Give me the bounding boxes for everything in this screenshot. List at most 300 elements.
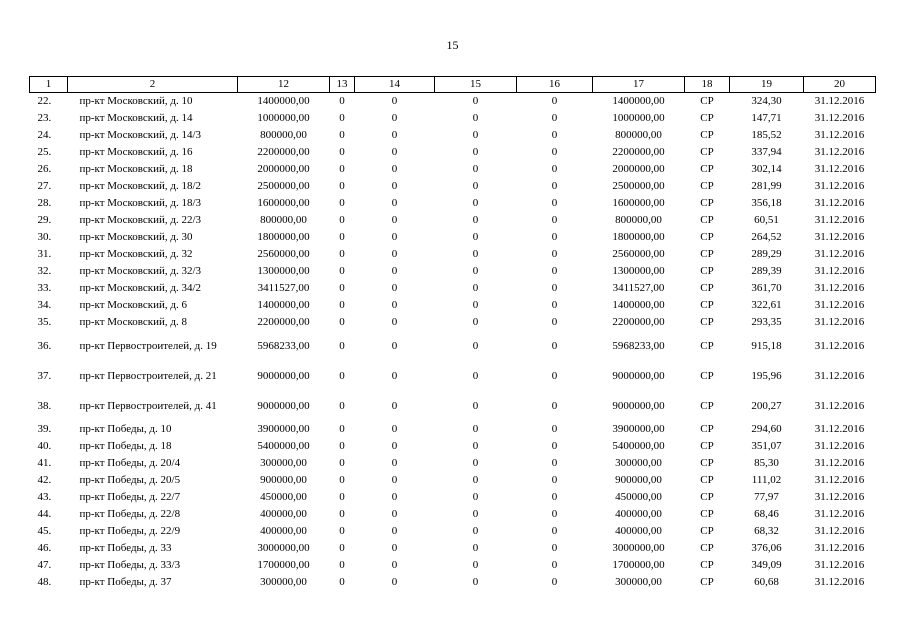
address-cell: пр-кт Первостроителей, д. 21 <box>79 369 217 382</box>
address-cell: пр-кт Победы, д. 20/5 <box>79 474 181 486</box>
row-number-cell: 44. <box>37 508 52 520</box>
code-cell: СР <box>700 457 714 469</box>
amount-cell: 800000,00 <box>260 214 307 226</box>
col14-cell: 0 <box>391 265 398 277</box>
column-header: 18 <box>685 77 730 93</box>
col16-cell: 0 <box>551 508 558 520</box>
address-cell: пр-кт Победы, д. 22/9 <box>79 525 181 537</box>
col16-cell: 0 <box>551 369 558 382</box>
col14-cell: 0 <box>391 163 398 175</box>
col16-cell: 0 <box>551 180 558 192</box>
address-cell: пр-кт Московский, д. 30 <box>79 231 193 243</box>
date-cell: 31.12.2016 <box>814 265 865 277</box>
col14-cell: 0 <box>391 299 398 311</box>
table-row <box>30 523 876 540</box>
col13-cell: 0 <box>339 282 345 294</box>
row-number-cell: 45. <box>37 525 52 537</box>
total-cell: 450000,00 <box>615 491 662 503</box>
code-cell: СР <box>700 576 714 588</box>
date-cell: 31.12.2016 <box>814 339 865 352</box>
total-cell: 1400000,00 <box>612 299 665 311</box>
value-cell: 294,60 <box>751 423 782 435</box>
amount-cell: 1700000,00 <box>257 559 310 571</box>
code-cell: СР <box>700 265 714 277</box>
col16-cell: 0 <box>551 542 558 554</box>
col15-cell: 0 <box>472 231 479 243</box>
value-cell: 361,70 <box>751 282 782 294</box>
date-cell: 31.12.2016 <box>814 508 865 520</box>
date-cell: 31.12.2016 <box>814 146 865 158</box>
amount-cell: 300000,00 <box>260 457 307 469</box>
address-cell: пр-кт Московский, д. 16 <box>79 146 193 158</box>
row-number-cell: 48. <box>37 576 52 588</box>
amount-cell: 2200000,00 <box>257 146 310 158</box>
code-cell: СР <box>700 399 714 412</box>
col15-cell: 0 <box>472 197 479 209</box>
row-number-cell: 36. <box>37 339 52 352</box>
col14-cell: 0 <box>391 369 398 382</box>
table-row <box>30 212 876 229</box>
col15-cell: 0 <box>472 112 479 124</box>
value-cell: 915,18 <box>751 339 782 352</box>
value-cell: 324,30 <box>751 95 782 107</box>
value-cell: 111,02 <box>751 474 782 486</box>
amount-cell: 2500000,00 <box>257 180 310 192</box>
column-header: 17 <box>593 77 685 93</box>
total-cell: 400000,00 <box>615 508 662 520</box>
table-row <box>30 93 876 111</box>
col13-cell: 0 <box>339 508 345 520</box>
table-row <box>30 297 876 314</box>
total-cell: 2560000,00 <box>612 248 665 260</box>
row-number-cell: 25. <box>37 146 52 158</box>
row-number-cell: 29. <box>37 214 52 226</box>
table-row <box>30 455 876 472</box>
code-cell: СР <box>700 248 714 260</box>
col15-cell: 0 <box>472 423 479 435</box>
total-cell: 9000000,00 <box>612 399 665 412</box>
amount-cell: 1300000,00 <box>257 265 310 277</box>
table-row <box>30 557 876 574</box>
col14-cell: 0 <box>391 559 398 571</box>
address-cell: пр-кт Победы, д. 37 <box>79 576 172 588</box>
total-cell: 400000,00 <box>615 525 662 537</box>
col14-cell: 0 <box>391 197 398 209</box>
row-number-cell: 33. <box>37 282 52 294</box>
date-cell: 31.12.2016 <box>814 457 865 469</box>
value-cell: 195,96 <box>751 369 782 382</box>
code-cell: СР <box>700 440 714 452</box>
address-cell: пр-кт Московский, д. 6 <box>79 299 187 311</box>
date-cell: 31.12.2016 <box>814 231 865 243</box>
amount-cell: 400000,00 <box>260 525 307 537</box>
col15-cell: 0 <box>472 399 479 412</box>
column-header: 1 <box>30 77 68 93</box>
date-cell: 31.12.2016 <box>814 180 865 192</box>
value-cell: 322,61 <box>751 299 782 311</box>
column-header: 12 <box>238 77 330 93</box>
col15-cell: 0 <box>472 180 479 192</box>
address-cell: пр-кт Московский, д. 18/3 <box>79 197 202 209</box>
address-cell: пр-кт Московский, д. 14 <box>79 112 193 124</box>
col16-cell: 0 <box>551 339 558 352</box>
code-cell: СР <box>700 299 714 311</box>
row-number-cell: 40. <box>37 440 52 452</box>
date-cell: 31.12.2016 <box>814 197 865 209</box>
col13-cell: 0 <box>339 112 345 124</box>
value-cell: 293,35 <box>751 316 782 328</box>
total-cell: 1400000,00 <box>612 95 665 107</box>
col13-cell: 0 <box>339 576 345 588</box>
amount-cell: 5400000,00 <box>257 440 310 452</box>
col16-cell: 0 <box>551 576 558 588</box>
amount-cell: 1400000,00 <box>257 95 310 107</box>
value-cell: 289,29 <box>751 248 782 260</box>
address-cell: пр-кт Первостроителей, д. 19 <box>79 339 217 352</box>
table-row <box>30 506 876 523</box>
address-cell: пр-кт Победы, д. 18 <box>79 440 172 452</box>
table-row <box>30 361 876 391</box>
total-cell: 2200000,00 <box>612 146 665 158</box>
col15-cell: 0 <box>472 559 479 571</box>
value-cell: 185,52 <box>751 129 782 141</box>
code-cell: СР <box>700 508 714 520</box>
col14-cell: 0 <box>391 180 398 192</box>
col13-cell: 0 <box>339 369 345 382</box>
col15-cell: 0 <box>472 576 479 588</box>
col16-cell: 0 <box>551 399 558 412</box>
total-cell: 1700000,00 <box>612 559 665 571</box>
amount-cell: 2200000,00 <box>257 316 310 328</box>
code-cell: СР <box>700 197 714 209</box>
value-cell: 337,94 <box>751 146 782 158</box>
code-cell: СР <box>700 491 714 503</box>
total-cell: 3000000,00 <box>612 542 665 554</box>
col13-cell: 0 <box>339 214 345 226</box>
col13-cell: 0 <box>339 339 345 352</box>
value-cell: 289,39 <box>751 265 782 277</box>
amount-cell: 450000,00 <box>260 491 307 503</box>
value-cell: 351,07 <box>751 440 782 452</box>
date-cell: 31.12.2016 <box>814 316 865 328</box>
row-number-cell: 22. <box>37 95 52 107</box>
col15-cell: 0 <box>472 457 479 469</box>
amount-cell: 3411527,00 <box>257 282 310 294</box>
address-cell: пр-кт Победы, д. 22/8 <box>79 508 181 520</box>
row-number-cell: 27. <box>37 180 52 192</box>
total-cell: 300000,00 <box>615 576 662 588</box>
amount-cell: 1400000,00 <box>257 299 310 311</box>
address-cell: пр-кт Московский, д. 8 <box>79 316 187 328</box>
table-row <box>30 391 876 421</box>
col14-cell: 0 <box>391 95 398 107</box>
code-cell: СР <box>700 423 714 435</box>
address-cell: пр-кт Московский, д. 18/2 <box>79 180 202 192</box>
col14-cell: 0 <box>391 423 398 435</box>
table-row <box>30 161 876 178</box>
table-row <box>30 127 876 144</box>
col15-cell: 0 <box>472 129 479 141</box>
col16-cell: 0 <box>551 299 558 311</box>
col15-cell: 0 <box>472 525 479 537</box>
row-number-cell: 43. <box>37 491 52 503</box>
col13-cell: 0 <box>339 457 345 469</box>
col13-cell: 0 <box>339 316 345 328</box>
col13-cell: 0 <box>339 399 345 412</box>
table-row <box>30 574 876 591</box>
column-header: 13 <box>330 77 355 93</box>
col16-cell: 0 <box>551 559 558 571</box>
total-cell: 3411527,00 <box>612 282 665 294</box>
col16-cell: 0 <box>551 474 558 486</box>
code-cell: СР <box>700 129 714 141</box>
col15-cell: 0 <box>472 474 479 486</box>
table-row <box>30 195 876 212</box>
code-cell: СР <box>700 542 714 554</box>
data-table <box>29 76 876 591</box>
value-cell: 68,46 <box>754 508 779 520</box>
col13-cell: 0 <box>339 423 345 435</box>
address-cell: пр-кт Московский, д. 34/2 <box>79 282 202 294</box>
amount-cell: 3900000,00 <box>257 423 310 435</box>
value-cell: 200,27 <box>751 399 782 412</box>
table-row <box>30 489 876 506</box>
page-number: 15 <box>446 38 459 52</box>
col16-cell: 0 <box>551 525 558 537</box>
value-cell: 302,14 <box>751 163 782 175</box>
table-row <box>30 229 876 246</box>
amount-cell: 3000000,00 <box>257 542 310 554</box>
row-number-cell: 31. <box>37 248 52 260</box>
address-cell: пр-кт Победы, д. 33 <box>79 542 172 554</box>
address-cell: пр-кт Первостроителей, д. 41 <box>79 399 217 412</box>
value-cell: 68,32 <box>754 525 779 537</box>
total-cell: 2000000,00 <box>612 163 665 175</box>
value-cell: 281,99 <box>751 180 782 192</box>
value-cell: 376,06 <box>751 542 782 554</box>
col14-cell: 0 <box>391 525 398 537</box>
col14-cell: 0 <box>391 399 398 412</box>
amount-cell: 5968233,00 <box>257 339 310 352</box>
col14-cell: 0 <box>391 112 398 124</box>
table-row <box>30 263 876 280</box>
row-number-cell: 23. <box>37 112 52 124</box>
col16-cell: 0 <box>551 265 558 277</box>
code-cell: СР <box>700 339 714 352</box>
total-cell: 3900000,00 <box>612 423 665 435</box>
col15-cell: 0 <box>472 95 479 107</box>
date-cell: 31.12.2016 <box>814 282 865 294</box>
code-cell: СР <box>700 316 714 328</box>
amount-cell: 9000000,00 <box>257 369 310 382</box>
col15-cell: 0 <box>472 248 479 260</box>
col16-cell: 0 <box>551 163 558 175</box>
col14-cell: 0 <box>391 339 398 352</box>
date-cell: 31.12.2016 <box>814 525 865 537</box>
col14-cell: 0 <box>391 457 398 469</box>
column-header: 19 <box>730 77 804 93</box>
date-cell: 31.12.2016 <box>814 440 865 452</box>
code-cell: СР <box>700 474 714 486</box>
date-cell: 31.12.2016 <box>814 474 865 486</box>
code-cell: СР <box>700 559 714 571</box>
date-cell: 31.12.2016 <box>814 576 865 588</box>
date-cell: 31.12.2016 <box>814 163 865 175</box>
total-cell: 800000,00 <box>615 214 662 226</box>
column-header: 2 <box>68 77 238 93</box>
col14-cell: 0 <box>391 576 398 588</box>
col15-cell: 0 <box>472 542 479 554</box>
row-number-cell: 37. <box>37 369 52 382</box>
col16-cell: 0 <box>551 95 558 107</box>
value-cell: 356,18 <box>751 197 782 209</box>
value-cell: 147,71 <box>751 112 782 124</box>
date-cell: 31.12.2016 <box>814 129 865 141</box>
address-cell: пр-кт Победы, д. 10 <box>79 423 172 435</box>
col13-cell: 0 <box>339 265 345 277</box>
row-number-cell: 35. <box>37 316 52 328</box>
total-cell: 9000000,00 <box>612 369 665 382</box>
table-body <box>30 93 876 592</box>
col14-cell: 0 <box>391 248 398 260</box>
col13-cell: 0 <box>339 146 345 158</box>
col14-cell: 0 <box>391 474 398 486</box>
col14-cell: 0 <box>391 129 398 141</box>
address-cell: пр-кт Победы, д. 20/4 <box>79 457 181 469</box>
address-cell: пр-кт Московский, д. 14/3 <box>79 129 202 141</box>
col15-cell: 0 <box>472 316 479 328</box>
col16-cell: 0 <box>551 129 558 141</box>
amount-cell: 1800000,00 <box>257 231 310 243</box>
row-number-cell: 46. <box>37 542 52 554</box>
date-cell: 31.12.2016 <box>814 399 865 412</box>
value-cell: 60,68 <box>754 576 779 588</box>
col14-cell: 0 <box>391 146 398 158</box>
col15-cell: 0 <box>472 214 479 226</box>
col14-cell: 0 <box>391 542 398 554</box>
col13-cell: 0 <box>339 542 345 554</box>
column-header: 16 <box>517 77 593 93</box>
col15-cell: 0 <box>472 491 479 503</box>
code-cell: СР <box>700 282 714 294</box>
value-cell: 60,51 <box>754 214 779 226</box>
value-cell: 77,97 <box>754 491 779 503</box>
total-cell: 1800000,00 <box>612 231 665 243</box>
address-cell: пр-кт Московский, д. 32 <box>79 248 193 260</box>
address-cell: пр-кт Московский, д. 22/3 <box>79 214 202 226</box>
table-row <box>30 314 876 331</box>
row-number-cell: 34. <box>37 299 52 311</box>
value-cell: 85,30 <box>754 457 779 469</box>
col16-cell: 0 <box>551 197 558 209</box>
col15-cell: 0 <box>472 282 479 294</box>
amount-cell: 800000,00 <box>260 129 307 141</box>
col16-cell: 0 <box>551 491 558 503</box>
col16-cell: 0 <box>551 423 558 435</box>
col13-cell: 0 <box>339 95 345 107</box>
col16-cell: 0 <box>551 112 558 124</box>
total-cell: 1300000,00 <box>612 265 665 277</box>
amount-cell: 400000,00 <box>260 508 307 520</box>
col16-cell: 0 <box>551 146 558 158</box>
col14-cell: 0 <box>391 508 398 520</box>
date-cell: 31.12.2016 <box>814 542 865 554</box>
col16-cell: 0 <box>551 214 558 226</box>
total-cell: 1000000,00 <box>612 112 665 124</box>
table-row <box>30 421 876 438</box>
row-number-cell: 39. <box>37 423 52 435</box>
code-cell: СР <box>700 214 714 226</box>
total-cell: 5968233,00 <box>612 339 665 352</box>
row-number-cell: 24. <box>37 129 52 141</box>
address-cell: пр-кт Победы, д. 22/7 <box>79 491 181 503</box>
date-cell: 31.12.2016 <box>814 95 865 107</box>
address-cell: пр-кт Московский, д. 18 <box>79 163 193 175</box>
total-cell: 5400000,00 <box>612 440 665 452</box>
date-cell: 31.12.2016 <box>814 423 865 435</box>
row-number-cell: 30. <box>37 231 52 243</box>
col14-cell: 0 <box>391 316 398 328</box>
col15-cell: 0 <box>472 440 479 452</box>
total-cell: 900000,00 <box>615 474 662 486</box>
row-number-cell: 28. <box>37 197 52 209</box>
column-header: 15 <box>435 77 517 93</box>
col14-cell: 0 <box>391 440 398 452</box>
col15-cell: 0 <box>472 163 479 175</box>
amount-cell: 2560000,00 <box>257 248 310 260</box>
total-cell: 300000,00 <box>615 457 662 469</box>
amount-cell: 9000000,00 <box>257 399 310 412</box>
date-cell: 31.12.2016 <box>814 369 865 382</box>
date-cell: 31.12.2016 <box>814 299 865 311</box>
total-cell: 800000,00 <box>615 129 662 141</box>
col15-cell: 0 <box>472 339 479 352</box>
date-cell: 31.12.2016 <box>814 559 865 571</box>
table-row <box>30 110 876 127</box>
code-cell: СР <box>700 163 714 175</box>
col13-cell: 0 <box>339 163 345 175</box>
code-cell: СР <box>700 525 714 537</box>
col16-cell: 0 <box>551 440 558 452</box>
total-cell: 2200000,00 <box>612 316 665 328</box>
col13-cell: 0 <box>339 299 345 311</box>
amount-cell: 2000000,00 <box>257 163 310 175</box>
col15-cell: 0 <box>472 265 479 277</box>
table-row <box>30 438 876 455</box>
col13-cell: 0 <box>339 474 345 486</box>
value-cell: 264,52 <box>751 231 782 243</box>
row-number-cell: 32. <box>37 265 52 277</box>
col16-cell: 0 <box>551 457 558 469</box>
row-number-cell: 42. <box>37 474 52 486</box>
code-cell: СР <box>700 180 714 192</box>
table-row <box>30 540 876 557</box>
col14-cell: 0 <box>391 214 398 226</box>
col13-cell: 0 <box>339 440 345 452</box>
amount-cell: 1600000,00 <box>257 197 310 209</box>
col13-cell: 0 <box>339 248 345 260</box>
table-row <box>30 144 876 161</box>
address-cell: пр-кт Московский, д. 32/3 <box>79 265 202 277</box>
col15-cell: 0 <box>472 369 479 382</box>
table-row <box>30 472 876 489</box>
col13-cell: 0 <box>339 129 345 141</box>
date-cell: 31.12.2016 <box>814 248 865 260</box>
table-row <box>30 178 876 195</box>
amount-cell: 900000,00 <box>260 474 307 486</box>
row-number-cell: 47. <box>37 559 52 571</box>
column-header: 14 <box>355 77 435 93</box>
